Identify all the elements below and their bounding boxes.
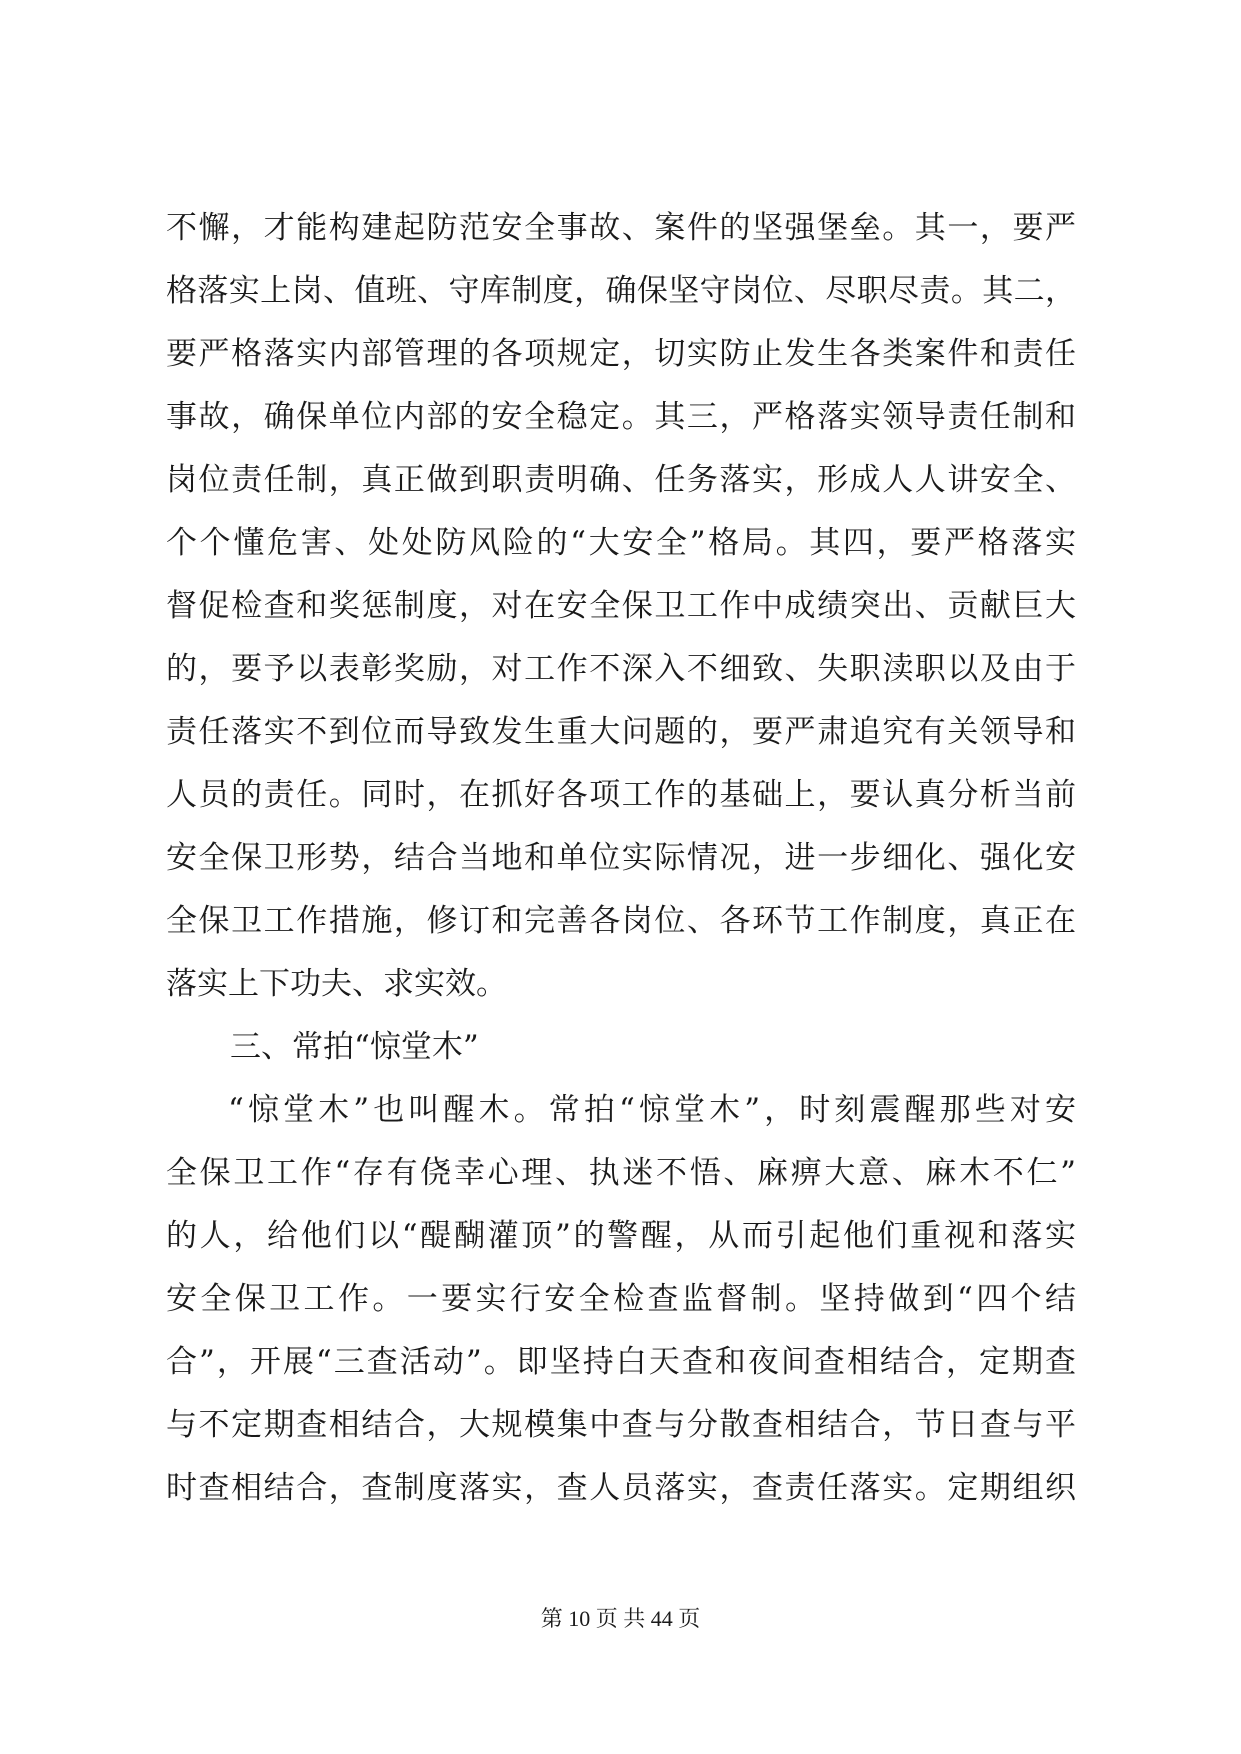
text-line: 不懈，才能构建起防范安全事故、案件的坚强堡垒。其一，要严: [166, 210, 1076, 246]
text-line: “惊堂木”也叫醒木。常拍“惊堂木”，时刻震醒那些对安: [228, 1092, 1076, 1128]
text-line: 全保卫工作“存有侥幸心理、执迷不悟、麻痹大意、麻木不仁”: [166, 1155, 1076, 1191]
text-line: 个个懂危害、处处防风险的“大安全”格局。其四，要严格落实: [166, 525, 1076, 561]
text-line: 人员的责任。同时，在抓好各项工作的基础上，要认真分析当前: [166, 777, 1076, 813]
section-heading: 三、常拍“惊堂木”: [230, 1029, 479, 1065]
text-line: 与不定期查相结合，大规模集中查与分散查相结合，节日查与平: [166, 1407, 1076, 1443]
paragraph: [166, 197, 1076, 1016]
text-line: 落实上下功夫、求实效。: [166, 966, 507, 1002]
text-line: 岗位责任制，真正做到职责明确、任务落实，形成人人讲安全、: [166, 462, 1076, 498]
paragraph: [166, 1079, 1076, 1520]
page-number-footer: 第 10 页 共 44 页: [540, 1606, 701, 1631]
text-line: 的，要予以表彰奖励，对工作不深入不细致、失职渎职以及由于: [166, 651, 1076, 687]
text-line: 责任落实不到位而导致发生重大问题的，要严肃追究有关领导和: [166, 714, 1076, 750]
body-text: [166, 197, 1076, 1520]
text-line: 的人，给他们以“醍醐灌顶”的警醒，从而引起他们重视和落实: [166, 1218, 1076, 1254]
text-line: 事故，确保单位内部的安全稳定。其三，严格落实领导责任制和: [166, 399, 1076, 435]
text-line: 时查相结合，查制度落实，查人员落实，查责任落实。定期组织: [166, 1470, 1076, 1506]
text-line: 督促检查和奖惩制度，对在安全保卫工作中成绩突出、贡献巨大: [166, 588, 1076, 624]
text-line: 格落实上岗、值班、守库制度，确保坚守岗位、尽职尽责。其二，: [166, 273, 1076, 309]
text-line: 要严格落实内部管理的各项规定，切实防止发生各类案件和责任: [166, 336, 1076, 372]
text-line: 安全保卫工作。一要实行安全检查监督制。坚持做到“四个结: [166, 1281, 1076, 1317]
text-line: 合”，开展“三查活动”。即坚持白天查和夜间查相结合，定期查: [166, 1344, 1076, 1380]
text-line: 安全保卫形势，结合当地和单位实际情况，进一步细化、强化安: [166, 840, 1076, 876]
text-line: 全保卫工作措施，修订和完善各岗位、各环节工作制度，真正在: [166, 903, 1076, 939]
